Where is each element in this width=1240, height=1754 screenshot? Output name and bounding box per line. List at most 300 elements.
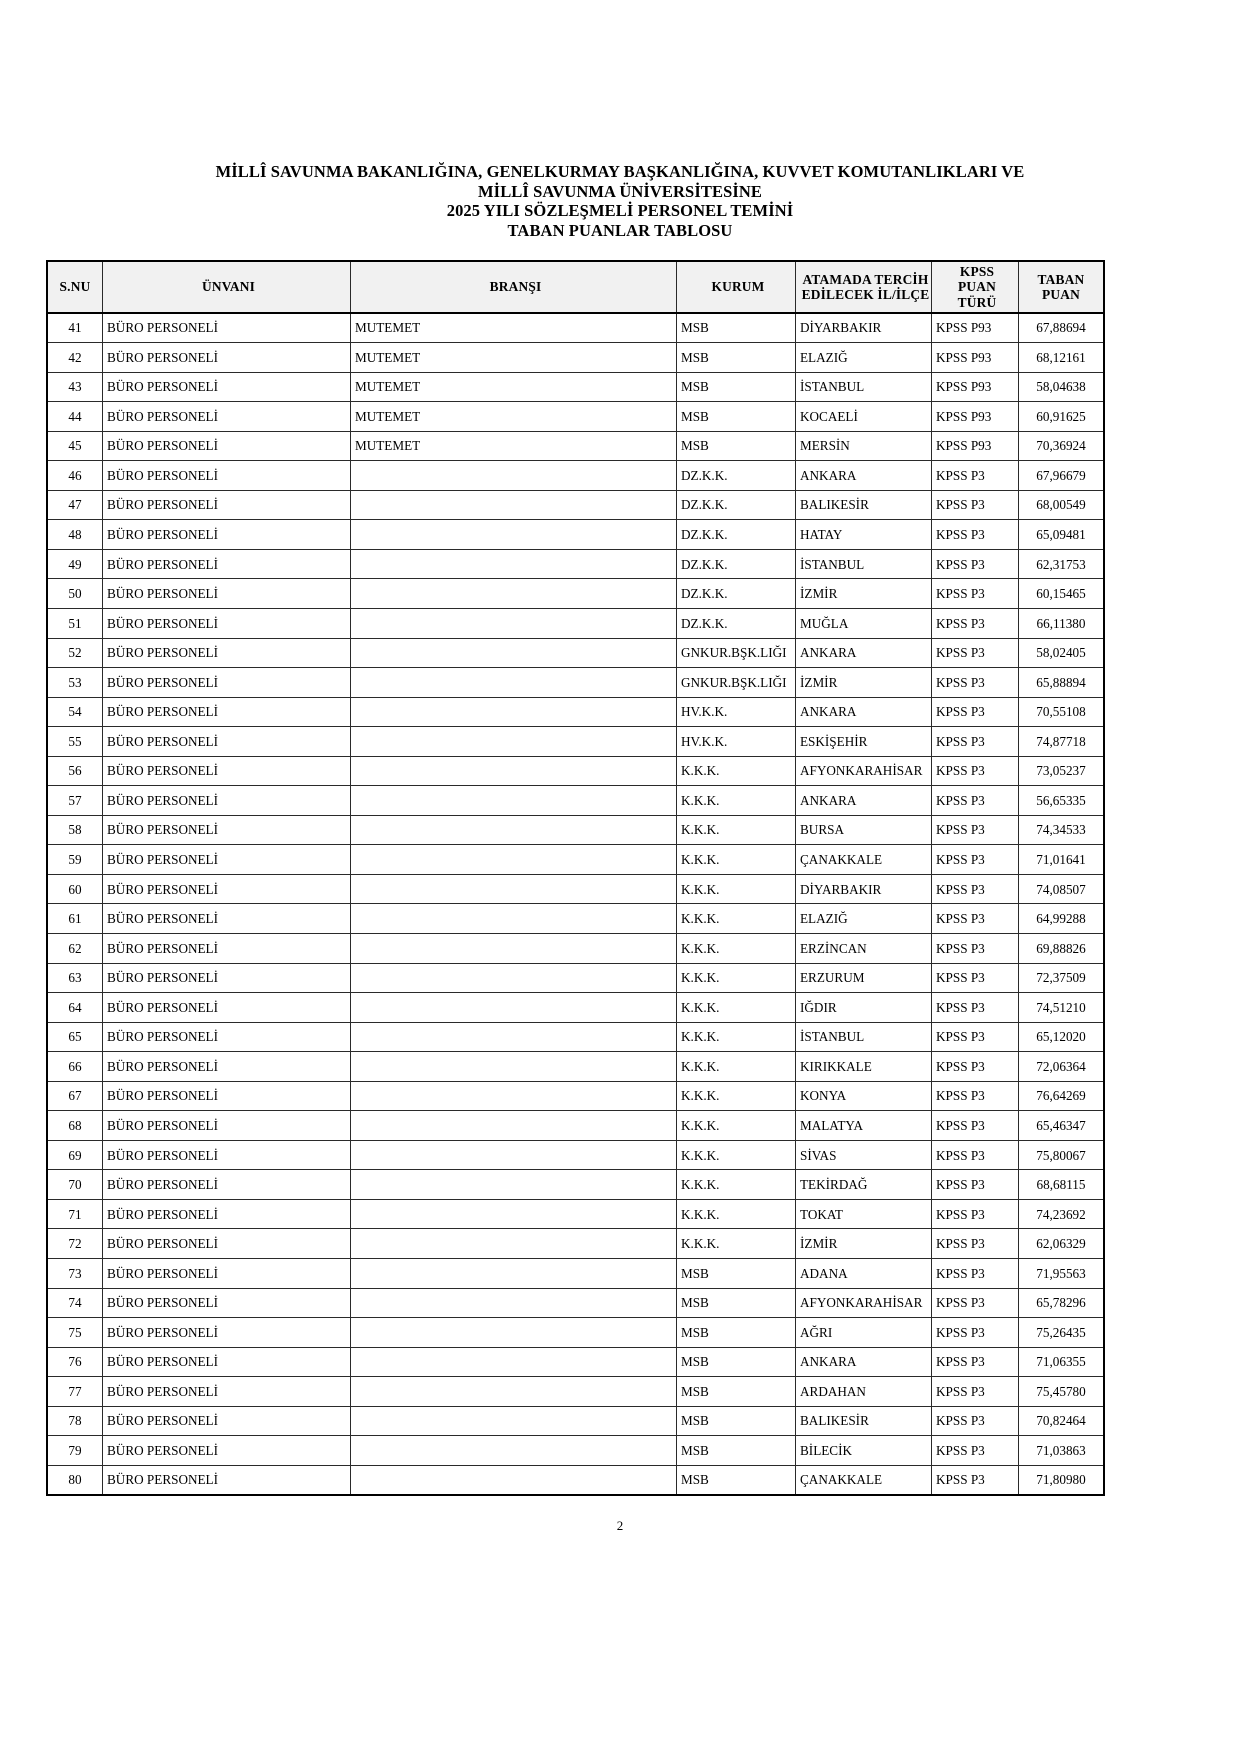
cell-bransi bbox=[351, 1140, 677, 1170]
cell-kpss-puan-turu: KPSS P93 bbox=[932, 343, 1019, 373]
cell-sira-no: 47 bbox=[47, 490, 103, 520]
cell-kurum: MSB bbox=[677, 1436, 796, 1466]
cell-kurum: DZ.K.K. bbox=[677, 608, 796, 638]
cell-taban-puan: 74,87718 bbox=[1019, 727, 1105, 757]
cell-kpss-puan-turu: KPSS P3 bbox=[932, 1022, 1019, 1052]
table-row bbox=[47, 402, 1104, 432]
cell-sira-no: 79 bbox=[47, 1436, 103, 1466]
cell-kpss-puan-turu: KPSS P3 bbox=[932, 786, 1019, 816]
cell-il-ilce: ARDAHAN bbox=[796, 1377, 932, 1407]
taban-puanlar-table bbox=[46, 260, 1105, 1496]
cell-taban-puan: 74,51210 bbox=[1019, 993, 1105, 1023]
cell-kurum: K.K.K. bbox=[677, 1140, 796, 1170]
cell-bransi: MUTEMET bbox=[351, 372, 677, 402]
cell-sira-no: 75 bbox=[47, 1318, 103, 1348]
cell-unvani: BÜRO PERSONELİ bbox=[103, 490, 351, 520]
cell-unvani: BÜRO PERSONELİ bbox=[103, 549, 351, 579]
cell-kurum: MSB bbox=[677, 1406, 796, 1436]
cell-kpss-puan-turu: KPSS P93 bbox=[932, 372, 1019, 402]
cell-kpss-puan-turu: KPSS P3 bbox=[932, 461, 1019, 491]
cell-taban-puan: 71,03863 bbox=[1019, 1436, 1105, 1466]
cell-kpss-puan-turu: KPSS P3 bbox=[932, 1377, 1019, 1407]
cell-taban-puan: 65,46347 bbox=[1019, 1111, 1105, 1141]
cell-kurum: MSB bbox=[677, 313, 796, 343]
title-line-3: 2025 YILI SÖZLEŞMELİ PERSONEL TEMİNİ bbox=[446, 201, 794, 220]
cell-kpss-puan-turu: KPSS P3 bbox=[932, 1081, 1019, 1111]
table-row bbox=[47, 993, 1104, 1023]
cell-kpss-puan-turu: KPSS P3 bbox=[932, 993, 1019, 1023]
cell-sira-no: 44 bbox=[47, 402, 103, 432]
cell-bransi bbox=[351, 1406, 677, 1436]
table-row bbox=[47, 1081, 1104, 1111]
cell-il-ilce: ANKARA bbox=[796, 1347, 932, 1377]
cell-sira-no: 46 bbox=[47, 461, 103, 491]
cell-kpss-puan-turu: KPSS P3 bbox=[932, 490, 1019, 520]
table-row bbox=[47, 668, 1104, 698]
cell-bransi bbox=[351, 1259, 677, 1289]
cell-unvani: BÜRO PERSONELİ bbox=[103, 668, 351, 698]
cell-il-ilce: ERZURUM bbox=[796, 963, 932, 993]
cell-sira-no: 76 bbox=[47, 1347, 103, 1377]
cell-sira-no: 45 bbox=[47, 431, 103, 461]
cell-unvani: BÜRO PERSONELİ bbox=[103, 1347, 351, 1377]
cell-taban-puan: 71,95563 bbox=[1019, 1259, 1105, 1289]
cell-taban-puan: 71,06355 bbox=[1019, 1347, 1105, 1377]
cell-kurum: GNKUR.BŞK.LIĞI bbox=[677, 668, 796, 698]
cell-kurum: MSB bbox=[677, 372, 796, 402]
cell-taban-puan: 67,96679 bbox=[1019, 461, 1105, 491]
cell-unvani: BÜRO PERSONELİ bbox=[103, 1436, 351, 1466]
cell-kpss-puan-turu: KPSS P93 bbox=[932, 431, 1019, 461]
cell-il-ilce: IĞDIR bbox=[796, 993, 932, 1023]
cell-kpss-puan-turu: KPSS P3 bbox=[932, 1406, 1019, 1436]
cell-kpss-puan-turu: KPSS P3 bbox=[932, 933, 1019, 963]
cell-taban-puan: 76,64269 bbox=[1019, 1081, 1105, 1111]
cell-bransi bbox=[351, 1436, 677, 1466]
table-row bbox=[47, 1229, 1104, 1259]
cell-sira-no: 54 bbox=[47, 697, 103, 727]
cell-bransi bbox=[351, 461, 677, 491]
cell-kpss-puan-turu: KPSS P3 bbox=[932, 608, 1019, 638]
table-header-row bbox=[47, 261, 1104, 313]
cell-kurum: K.K.K. bbox=[677, 1022, 796, 1052]
cell-bransi: MUTEMET bbox=[351, 343, 677, 373]
cell-sira-no: 67 bbox=[47, 1081, 103, 1111]
cell-sira-no: 70 bbox=[47, 1170, 103, 1200]
cell-unvani: BÜRO PERSONELİ bbox=[103, 727, 351, 757]
cell-sira-no: 59 bbox=[47, 845, 103, 875]
table-row bbox=[47, 490, 1104, 520]
cell-bransi: MUTEMET bbox=[351, 402, 677, 432]
table-row bbox=[47, 461, 1104, 491]
table-row bbox=[47, 1406, 1104, 1436]
cell-kpss-puan-turu: KPSS P3 bbox=[932, 845, 1019, 875]
cell-unvani: BÜRO PERSONELİ bbox=[103, 904, 351, 934]
cell-sira-no: 77 bbox=[47, 1377, 103, 1407]
table-body bbox=[47, 313, 1104, 1495]
cell-kurum: MSB bbox=[677, 431, 796, 461]
cell-bransi bbox=[351, 638, 677, 668]
cell-sira-no: 53 bbox=[47, 668, 103, 698]
cell-unvani: BÜRO PERSONELİ bbox=[103, 1288, 351, 1318]
cell-bransi: MUTEMET bbox=[351, 313, 677, 343]
cell-il-ilce: KONYA bbox=[796, 1081, 932, 1111]
cell-kurum: DZ.K.K. bbox=[677, 579, 796, 609]
cell-bransi bbox=[351, 1111, 677, 1141]
cell-kurum: K.K.K. bbox=[677, 993, 796, 1023]
column-header-taban-puan: TABAN PUAN bbox=[1019, 261, 1105, 313]
cell-kpss-puan-turu: KPSS P93 bbox=[932, 402, 1019, 432]
cell-unvani: BÜRO PERSONELİ bbox=[103, 933, 351, 963]
cell-bransi: MUTEMET bbox=[351, 431, 677, 461]
cell-taban-puan: 74,08507 bbox=[1019, 874, 1105, 904]
cell-bransi bbox=[351, 490, 677, 520]
title-line-1: MİLLÎ SAVUNMA BAKANLIĞINA, GENELKURMAY BAŞKANLIĞINA, KUVVET KOMUTANLIKLARI VE bbox=[215, 162, 1025, 181]
cell-il-ilce: AFYONKARAHİSAR bbox=[796, 1288, 932, 1318]
table-row bbox=[47, 1022, 1104, 1052]
cell-bransi bbox=[351, 1081, 677, 1111]
cell-taban-puan: 74,23692 bbox=[1019, 1199, 1105, 1229]
cell-kpss-puan-turu: KPSS P3 bbox=[932, 1288, 1019, 1318]
cell-unvani: BÜRO PERSONELİ bbox=[103, 431, 351, 461]
cell-sira-no: 62 bbox=[47, 933, 103, 963]
cell-il-ilce: İZMİR bbox=[796, 668, 932, 698]
column-header-kurum: KURUM bbox=[677, 261, 796, 313]
cell-taban-puan: 68,00549 bbox=[1019, 490, 1105, 520]
cell-il-ilce: BİLECİK bbox=[796, 1436, 932, 1466]
cell-unvani: BÜRO PERSONELİ bbox=[103, 1377, 351, 1407]
cell-kurum: K.K.K. bbox=[677, 786, 796, 816]
cell-kpss-puan-turu: KPSS P3 bbox=[932, 1318, 1019, 1348]
cell-kurum: K.K.K. bbox=[677, 1199, 796, 1229]
cell-sira-no: 61 bbox=[47, 904, 103, 934]
cell-sira-no: 74 bbox=[47, 1288, 103, 1318]
cell-kurum: K.K.K. bbox=[677, 1170, 796, 1200]
cell-sira-no: 66 bbox=[47, 1052, 103, 1082]
cell-bransi bbox=[351, 727, 677, 757]
cell-sira-no: 69 bbox=[47, 1140, 103, 1170]
cell-il-ilce: MERSİN bbox=[796, 431, 932, 461]
cell-il-ilce: BURSA bbox=[796, 815, 932, 845]
cell-sira-no: 51 bbox=[47, 608, 103, 638]
column-header-unvani: ÜNVANI bbox=[103, 261, 351, 313]
cell-sira-no: 68 bbox=[47, 1111, 103, 1141]
cell-unvani: BÜRO PERSONELİ bbox=[103, 608, 351, 638]
cell-kpss-puan-turu: KPSS P3 bbox=[932, 1436, 1019, 1466]
cell-taban-puan: 72,37509 bbox=[1019, 963, 1105, 993]
cell-taban-puan: 65,88894 bbox=[1019, 668, 1105, 698]
cell-sira-no: 72 bbox=[47, 1229, 103, 1259]
cell-unvani: BÜRO PERSONELİ bbox=[103, 1052, 351, 1082]
cell-il-ilce: KOCAELİ bbox=[796, 402, 932, 432]
table-row bbox=[47, 815, 1104, 845]
cell-bransi bbox=[351, 608, 677, 638]
cell-kpss-puan-turu: KPSS P3 bbox=[932, 668, 1019, 698]
table-row bbox=[47, 1377, 1104, 1407]
cell-kpss-puan-turu: KPSS P3 bbox=[932, 520, 1019, 550]
cell-taban-puan: 66,11380 bbox=[1019, 608, 1105, 638]
cell-kurum: K.K.K. bbox=[677, 1052, 796, 1082]
cell-kpss-puan-turu: KPSS P3 bbox=[932, 1199, 1019, 1229]
cell-kurum: DZ.K.K. bbox=[677, 461, 796, 491]
cell-kpss-puan-turu: KPSS P3 bbox=[932, 549, 1019, 579]
cell-kurum: K.K.K. bbox=[677, 845, 796, 875]
cell-kurum: HV.K.K. bbox=[677, 727, 796, 757]
cell-unvani: BÜRO PERSONELİ bbox=[103, 313, 351, 343]
cell-bransi bbox=[351, 1347, 677, 1377]
cell-unvani: BÜRO PERSONELİ bbox=[103, 1465, 351, 1495]
cell-taban-puan: 70,55108 bbox=[1019, 697, 1105, 727]
cell-taban-puan: 64,99288 bbox=[1019, 904, 1105, 934]
cell-il-ilce: BALIKESİR bbox=[796, 1406, 932, 1436]
column-header-kpss-puan-turu: KPSS PUAN TÜRÜ bbox=[932, 261, 1019, 313]
cell-taban-puan: 56,65335 bbox=[1019, 786, 1105, 816]
cell-il-ilce: DİYARBAKIR bbox=[796, 313, 932, 343]
cell-taban-puan: 58,02405 bbox=[1019, 638, 1105, 668]
table-row bbox=[47, 638, 1104, 668]
table-row bbox=[47, 313, 1104, 343]
cell-kpss-puan-turu: KPSS P3 bbox=[932, 579, 1019, 609]
cell-sira-no: 71 bbox=[47, 1199, 103, 1229]
cell-sira-no: 64 bbox=[47, 993, 103, 1023]
cell-unvani: BÜRO PERSONELİ bbox=[103, 638, 351, 668]
cell-kpss-puan-turu: KPSS P3 bbox=[932, 815, 1019, 845]
cell-unvani: BÜRO PERSONELİ bbox=[103, 1199, 351, 1229]
cell-il-ilce: ELAZIĞ bbox=[796, 343, 932, 373]
cell-kurum: K.K.K. bbox=[677, 904, 796, 934]
cell-il-ilce: İZMİR bbox=[796, 579, 932, 609]
cell-il-ilce: ESKİŞEHİR bbox=[796, 727, 932, 757]
cell-sira-no: 41 bbox=[47, 313, 103, 343]
cell-unvani: BÜRO PERSONELİ bbox=[103, 1081, 351, 1111]
cell-unvani: BÜRO PERSONELİ bbox=[103, 372, 351, 402]
table-row bbox=[47, 933, 1104, 963]
cell-il-ilce: ELAZIĞ bbox=[796, 904, 932, 934]
cell-sira-no: 80 bbox=[47, 1465, 103, 1495]
cell-il-ilce: TOKAT bbox=[796, 1199, 932, 1229]
cell-taban-puan: 71,01641 bbox=[1019, 845, 1105, 875]
cell-sira-no: 73 bbox=[47, 1259, 103, 1289]
table-row bbox=[47, 1318, 1104, 1348]
table-row bbox=[47, 1436, 1104, 1466]
table-row bbox=[47, 549, 1104, 579]
cell-taban-puan: 60,91625 bbox=[1019, 402, 1105, 432]
cell-kpss-puan-turu: KPSS P3 bbox=[932, 697, 1019, 727]
cell-il-ilce: ERZİNCAN bbox=[796, 933, 932, 963]
cell-unvani: BÜRO PERSONELİ bbox=[103, 1259, 351, 1289]
cell-kpss-puan-turu: KPSS P3 bbox=[932, 1347, 1019, 1377]
cell-taban-puan: 75,26435 bbox=[1019, 1318, 1105, 1348]
cell-bransi bbox=[351, 668, 677, 698]
cell-taban-puan: 67,88694 bbox=[1019, 313, 1105, 343]
cell-bransi bbox=[351, 1318, 677, 1348]
cell-il-ilce: ANKARA bbox=[796, 638, 932, 668]
cell-sira-no: 60 bbox=[47, 874, 103, 904]
cell-sira-no: 42 bbox=[47, 343, 103, 373]
cell-sira-no: 65 bbox=[47, 1022, 103, 1052]
cell-taban-puan: 65,78296 bbox=[1019, 1288, 1105, 1318]
cell-il-ilce: İSTANBUL bbox=[796, 372, 932, 402]
cell-il-ilce: KIRIKKALE bbox=[796, 1052, 932, 1082]
cell-unvani: BÜRO PERSONELİ bbox=[103, 1022, 351, 1052]
cell-unvani: BÜRO PERSONELİ bbox=[103, 579, 351, 609]
table-row bbox=[47, 904, 1104, 934]
cell-taban-puan: 75,80067 bbox=[1019, 1140, 1105, 1170]
cell-il-ilce: İSTANBUL bbox=[796, 549, 932, 579]
cell-kpss-puan-turu: KPSS P3 bbox=[932, 756, 1019, 786]
table-row bbox=[47, 1288, 1104, 1318]
cell-il-ilce: BALIKESİR bbox=[796, 490, 932, 520]
cell-bransi bbox=[351, 1288, 677, 1318]
page-number: 2 bbox=[616, 1518, 624, 1533]
cell-il-ilce: DİYARBAKIR bbox=[796, 874, 932, 904]
cell-il-ilce: SİVAS bbox=[796, 1140, 932, 1170]
cell-bransi bbox=[351, 1022, 677, 1052]
cell-il-ilce: ÇANAKKALE bbox=[796, 1465, 932, 1495]
cell-kurum: K.K.K. bbox=[677, 1229, 796, 1259]
cell-bransi bbox=[351, 993, 677, 1023]
cell-kurum: MSB bbox=[677, 1465, 796, 1495]
cell-bransi bbox=[351, 1052, 677, 1082]
cell-sira-no: 57 bbox=[47, 786, 103, 816]
cell-kurum: K.K.K. bbox=[677, 963, 796, 993]
cell-unvani: BÜRO PERSONELİ bbox=[103, 343, 351, 373]
cell-sira-no: 50 bbox=[47, 579, 103, 609]
cell-unvani: BÜRO PERSONELİ bbox=[103, 520, 351, 550]
cell-unvani: BÜRO PERSONELİ bbox=[103, 963, 351, 993]
cell-kpss-puan-turu: KPSS P3 bbox=[932, 874, 1019, 904]
table-row bbox=[47, 1465, 1104, 1495]
cell-il-ilce: MUĞLA bbox=[796, 608, 932, 638]
cell-kurum: HV.K.K. bbox=[677, 697, 796, 727]
cell-il-ilce: AĞRI bbox=[796, 1318, 932, 1348]
cell-taban-puan: 68,12161 bbox=[1019, 343, 1105, 373]
cell-bransi bbox=[351, 756, 677, 786]
title-line-2: MİLLÎ SAVUNMA ÜNİVERSİTESİNE bbox=[478, 181, 762, 201]
cell-kurum: MSB bbox=[677, 1288, 796, 1318]
table-row bbox=[47, 1170, 1104, 1200]
cell-bransi bbox=[351, 697, 677, 727]
cell-il-ilce: ANKARA bbox=[796, 461, 932, 491]
cell-bransi bbox=[351, 874, 677, 904]
cell-kurum: DZ.K.K. bbox=[677, 520, 796, 550]
cell-bransi bbox=[351, 1377, 677, 1407]
cell-bransi bbox=[351, 549, 677, 579]
cell-kpss-puan-turu: KPSS P3 bbox=[932, 963, 1019, 993]
cell-unvani: BÜRO PERSONELİ bbox=[103, 756, 351, 786]
cell-kurum: GNKUR.BŞK.LIĞI bbox=[677, 638, 796, 668]
cell-kurum: K.K.K. bbox=[677, 1081, 796, 1111]
cell-il-ilce: ANKARA bbox=[796, 786, 932, 816]
cell-kurum: DZ.K.K. bbox=[677, 490, 796, 520]
cell-kurum: K.K.K. bbox=[677, 756, 796, 786]
cell-unvani: BÜRO PERSONELİ bbox=[103, 461, 351, 491]
table-row bbox=[47, 579, 1104, 609]
cell-unvani: BÜRO PERSONELİ bbox=[103, 697, 351, 727]
cell-taban-puan: 58,04638 bbox=[1019, 372, 1105, 402]
table-row bbox=[47, 1259, 1104, 1289]
cell-kpss-puan-turu: KPSS P3 bbox=[932, 1229, 1019, 1259]
table-row bbox=[47, 727, 1104, 757]
cell-unvani: BÜRO PERSONELİ bbox=[103, 1111, 351, 1141]
cell-il-ilce: TEKİRDAĞ bbox=[796, 1170, 932, 1200]
cell-taban-puan: 70,82464 bbox=[1019, 1406, 1105, 1436]
cell-il-ilce: AFYONKARAHİSAR bbox=[796, 756, 932, 786]
column-header-bransi: BRANŞI bbox=[351, 261, 677, 313]
table-row bbox=[47, 1347, 1104, 1377]
cell-unvani: BÜRO PERSONELİ bbox=[103, 402, 351, 432]
cell-sira-no: 58 bbox=[47, 815, 103, 845]
cell-kurum: MSB bbox=[677, 1377, 796, 1407]
cell-kurum: K.K.K. bbox=[677, 815, 796, 845]
cell-bransi bbox=[351, 904, 677, 934]
cell-kpss-puan-turu: KPSS P3 bbox=[932, 1465, 1019, 1495]
cell-kpss-puan-turu: KPSS P3 bbox=[932, 1140, 1019, 1170]
cell-taban-puan: 74,34533 bbox=[1019, 815, 1105, 845]
cell-kpss-puan-turu: KPSS P3 bbox=[932, 904, 1019, 934]
cell-kurum: MSB bbox=[677, 343, 796, 373]
cell-bransi bbox=[351, 520, 677, 550]
cell-kpss-puan-turu: KPSS P3 bbox=[932, 1259, 1019, 1289]
cell-kpss-puan-turu: KPSS P3 bbox=[932, 1111, 1019, 1141]
table-row bbox=[47, 608, 1104, 638]
cell-taban-puan: 62,06329 bbox=[1019, 1229, 1105, 1259]
cell-bransi bbox=[351, 579, 677, 609]
cell-kpss-puan-turu: KPSS P3 bbox=[932, 638, 1019, 668]
cell-taban-puan: 70,36924 bbox=[1019, 431, 1105, 461]
cell-unvani: BÜRO PERSONELİ bbox=[103, 845, 351, 875]
table-row bbox=[47, 786, 1104, 816]
cell-kurum: DZ.K.K. bbox=[677, 549, 796, 579]
cell-kurum: MSB bbox=[677, 402, 796, 432]
cell-kurum: MSB bbox=[677, 1318, 796, 1348]
table-row bbox=[47, 1140, 1104, 1170]
cell-unvani: BÜRO PERSONELİ bbox=[103, 786, 351, 816]
table-row bbox=[47, 372, 1104, 402]
page-title bbox=[0, 162, 1240, 240]
cell-bransi bbox=[351, 815, 677, 845]
title-line-4: TABAN PUANLAR TABLOSU bbox=[507, 220, 733, 240]
cell-sira-no: 52 bbox=[47, 638, 103, 668]
cell-il-ilce: MALATYA bbox=[796, 1111, 932, 1141]
table-row bbox=[47, 1199, 1104, 1229]
cell-bransi bbox=[351, 933, 677, 963]
cell-il-ilce: ANKARA bbox=[796, 697, 932, 727]
cell-bransi bbox=[351, 845, 677, 875]
scores-table-container bbox=[46, 260, 1086, 1496]
cell-kpss-puan-turu: KPSS P3 bbox=[932, 727, 1019, 757]
cell-taban-puan: 71,80980 bbox=[1019, 1465, 1105, 1495]
cell-sira-no: 49 bbox=[47, 549, 103, 579]
table-row bbox=[47, 845, 1104, 875]
cell-il-ilce: ADANA bbox=[796, 1259, 932, 1289]
cell-sira-no: 55 bbox=[47, 727, 103, 757]
cell-unvani: BÜRO PERSONELİ bbox=[103, 1170, 351, 1200]
table-row bbox=[47, 343, 1104, 373]
cell-kpss-puan-turu: KPSS P3 bbox=[932, 1052, 1019, 1082]
table-row bbox=[47, 963, 1104, 993]
cell-unvani: BÜRO PERSONELİ bbox=[103, 874, 351, 904]
cell-kurum: MSB bbox=[677, 1347, 796, 1377]
cell-taban-puan: 69,88826 bbox=[1019, 933, 1105, 963]
cell-taban-puan: 72,06364 bbox=[1019, 1052, 1105, 1082]
cell-unvani: BÜRO PERSONELİ bbox=[103, 1318, 351, 1348]
table-row bbox=[47, 756, 1104, 786]
cell-kurum: K.K.K. bbox=[677, 1111, 796, 1141]
table-header bbox=[47, 261, 1104, 313]
cell-sira-no: 63 bbox=[47, 963, 103, 993]
cell-kurum: K.K.K. bbox=[677, 933, 796, 963]
